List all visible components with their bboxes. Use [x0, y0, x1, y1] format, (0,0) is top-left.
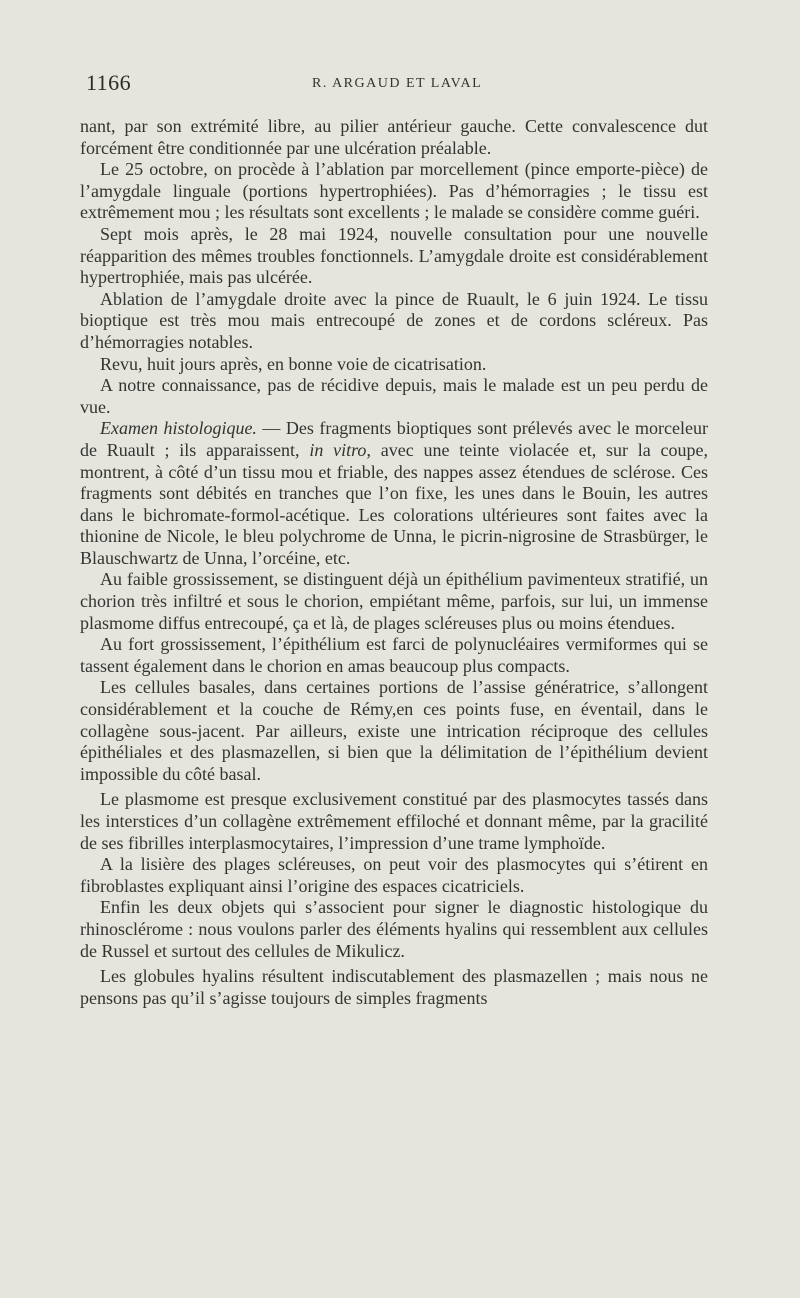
- paragraph: Sept mois après, le 28 mai 1924, nouvelle consultation pour une nouvelle réapparition des mêmes troubles fonctionnels. L’amygdale droite est considérablement hypertrophiée, mais pas ulcérée.: [80, 223, 708, 288]
- paragraph: Le plasmome est presque exclusivement constitué par des plasmocytes tassés dans les interstices d’un collagène extrêmement effiloché et donnant même, par la gracilité de ses fibrilles interplasmocytaires, l’impression d’une trame lymphoïde.: [80, 789, 708, 853]
- page-number: 1166: [86, 70, 132, 95]
- section-heading-italic: Examen histologique.: [100, 418, 257, 439]
- page-header: [86, 70, 706, 98]
- paragraph: A notre connaissance, pas de récidive depuis, mais le malade est un peu perdu de vue.: [80, 375, 708, 417]
- paragraph: Revu, huit jours après, en bonne voie de cicatrisation.: [100, 353, 487, 374]
- paragraph: A la lisière des plages scléreuses, on peut voir des plasmocytes qui s’étirent en fibroblastes expliquant ainsi l’origine des espaces cicatriciels.: [80, 854, 708, 896]
- running-title: R. ARGAUD ET LAVAL: [312, 76, 483, 91]
- paragraph: Les globules hyalins résultent indiscutablement des plasmazellen ; mais nous ne pensons pas qu’il s’agisse toujours de simples fragments: [80, 966, 708, 1008]
- paragraph: Les cellules basales, dans certaines portions de l’assise génératrice, s’allongent considérablement et la couche de Rémy,en ces points fuse, en éventail, dans le collagène sous-jacent. Par ailleurs, existe une intrication réciproque des cellules épithéliales et des plasmazellen, si bien que la délimitation de l’épithélium devient impossible du côté basal.: [80, 677, 708, 784]
- body-text: [80, 116, 708, 1009]
- paragraph: Au fort grossissement, l’épithélium est farci de polynucléaires vermiformes qui se tassent également dans le chorion en amas beaucoup plus compacts.: [80, 634, 708, 676]
- paragraph: Ablation de l’amygdale droite avec la pince de Ruault, le 6 juin 1924. Le tissu bioptique est très mou mais entrecoupé de zones et de cordons scléreux. Pas d’hémorragies notables.: [80, 288, 708, 352]
- paragraph: Le 25 octobre, on procède à l’ablation par morcellement (pince emporte-pièce) de l’amygdale linguale (portions hypertrophiées). Pas d’hémorragies ; le tissu est extrêmement mou ; les résultats sont excellents ; le malade se considère comme guéri.: [80, 159, 708, 223]
- paragraph: nant, par son extrémité libre, au pilier antérieur gauche. Cette convalescence dut forcément être conditionnée par une ulcération préalable.: [80, 116, 708, 158]
- paragraph-text: , avec une teinte violacée et, sur la coupe, montrent, à côté d’un tissu mou et friable, des nappes assez étendues de sclérose. Ces fragments sont débités en tranches que l’on fixe, les unes dans le Bouin, les autres dans le bichromate-formol-acétique. Les colorations ultérieures sont faites avec la thionine de Nicole, le bleu polychrome de Unna, le picrin-nigrosine de Strasbürger, le Blauschwartz de Unna, l’orcéine, etc.: [80, 439, 708, 568]
- paragraph: Au faible grossissement, se distinguent déjà un épithélium pavimenteux stratifié, un chorion très infiltré et sous le chorion, empiétant même, parfois, sur lui, un immense plasmome diffus entrecoupé, ça et là, de plages scléreuses plus ou moins étendues.: [80, 569, 708, 633]
- italic-term: in vitro: [309, 439, 367, 460]
- paragraph-histology: [80, 418, 708, 569]
- paragraph-text: — Des fragments bioptiques sont prélevés avec le morceleur de Ruault ; ils apparaissent,: [80, 418, 708, 460]
- paragraph: Enfin les deux objets qui s’associent pour signer le diagnostic histologique du rhinosclérome : nous voulons parler des éléments hyalins qui ressemblent aux cellules de Russel et surtout des cellules de Mikulicz.: [80, 897, 708, 961]
